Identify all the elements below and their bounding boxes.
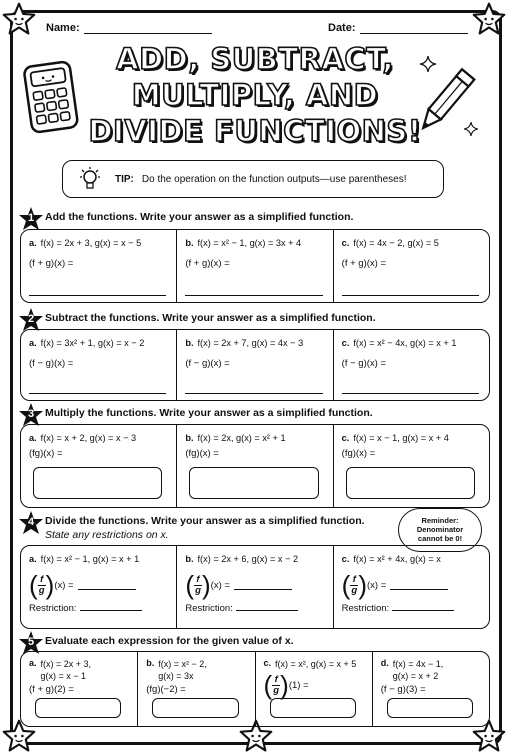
section-4-problems (20, 545, 490, 629)
date-field[interactable]: Date: (328, 22, 468, 34)
title-line-1: ADD, SUBTRACT, (116, 42, 394, 76)
lightbulb-icon (77, 166, 103, 192)
sparkle-icon (420, 56, 436, 72)
answer-line[interactable] (29, 393, 166, 394)
sparkle-icon (464, 122, 478, 136)
star-icon (2, 2, 36, 36)
problem-cell: c. f(x) = x², g(x) = x + 5 ( $\frac{f}{g}$ ) (1) = (256, 652, 373, 726)
restriction-line[interactable] (392, 602, 454, 611)
answer-box[interactable] (33, 467, 162, 499)
problem-cell: d. f(x) = 4x − 1, g(x) = x + 2 (f − g)(3) = (373, 652, 489, 726)
section-number-badge: 5 (18, 630, 44, 656)
answer-box[interactable] (189, 467, 318, 499)
answer-box[interactable] (387, 698, 473, 718)
answer-line[interactable] (78, 581, 136, 590)
section-number-badge: 3 (18, 402, 44, 428)
tip-box (62, 160, 444, 198)
name-field[interactable]: Name: (46, 22, 212, 34)
tip-text: Do the operation on the function outputs—use parentheses! (141, 173, 407, 185)
restriction-line[interactable] (236, 602, 298, 611)
title-line-3: DIVIDE FUNCTIONS! (88, 114, 422, 148)
section-subheading: State any restrictions on x. (45, 529, 169, 541)
section-heading: Add the functions. Write your answer as a simplified function. (45, 211, 354, 223)
section-5-problems (20, 651, 490, 727)
answer-box[interactable] (152, 698, 238, 718)
section-heading: Multiply the functions. Write your answer as a simplified function. (45, 407, 373, 419)
reminder-bubble: Reminder: Denominator cannot be 0! (398, 508, 482, 552)
answer-line[interactable] (185, 393, 322, 394)
answer-line[interactable] (29, 295, 166, 296)
section-number-badge: 1 (18, 206, 44, 232)
problem-cell: c. f(x) = x² + 4x, g(x) = x ( $\frac{f}{g}$ ) (x) = Restriction: (334, 546, 489, 628)
answer-box[interactable] (346, 467, 475, 499)
fraction-f-over-g: $\frac{f}{g}$ (351, 573, 358, 596)
problem-cell: a. f(x) = 2x + 3, g(x) = x − 1 (f + g)(2) = (21, 652, 138, 726)
problem-cell: a. f(x) = x² − 1, g(x) = x + 1 ( $\frac{f}{g}$ ) (x) = Restriction: (21, 546, 177, 628)
restriction-line[interactable] (80, 602, 142, 611)
problem-cell: c. f(x) = x² − 4x, g(x) = x + 1 (f − g)(x) = (334, 330, 489, 400)
problem-cell: c. f(x) = 4x − 2, g(x) = 5 (f + g)(x) = (334, 230, 489, 302)
section-heading: Evaluate each expression for the given value of x. (45, 635, 294, 647)
problem-cell: b. f(x) = 2x + 7, g(x) = 4x − 3 (f − g)(x) = (177, 330, 333, 400)
problem-cell: b. f(x) = 2x + 6, g(x) = x − 2 ( $\frac{f}{g}$ ) (x) = Restriction: (177, 546, 333, 628)
problem-cell: a. f(x) = 2x + 3, g(x) = x − 5 (f + g)(x) = (21, 230, 177, 302)
section-number-badge: 2 (18, 307, 44, 333)
tip-label: TIP: (115, 173, 134, 185)
problem-cell: a. f(x) = x + 2, g(x) = x − 3 (fg)(x) = (21, 425, 177, 507)
problem-cell: a. f(x) = 3x² + 1, g(x) = x − 2 (f − g)(x) = (21, 330, 177, 400)
answer-box[interactable] (270, 698, 356, 718)
calculator-icon (22, 60, 80, 136)
section-2-problems (20, 329, 490, 401)
answer-line[interactable] (342, 295, 479, 296)
problem-cell: b. f(x) = x² − 2, g(x) = 3x (fg)(−2) = (138, 652, 255, 726)
star-icon (472, 2, 506, 36)
problem-cell: c. f(x) = x − 1, g(x) = x + 4 (fg)(x) = (334, 425, 489, 507)
answer-line[interactable] (342, 393, 479, 394)
section-heading: Divide the functions. Write your answer as a simplified function. State any restrictions on x. (45, 515, 365, 541)
fraction-f-over-g: $\frac{f}{g}$ (195, 573, 201, 596)
problem-cell: b. f(x) = x² − 1, g(x) = 3x + 4 (f + g)(x) = (177, 230, 333, 302)
answer-line[interactable] (185, 295, 322, 296)
answer-line[interactable] (390, 581, 448, 590)
section-number-badge: 4 (18, 510, 44, 536)
answer-line[interactable] (234, 581, 292, 590)
answer-box[interactable] (35, 698, 121, 718)
problem-cell: b. f(x) = 2x, g(x) = x² + 1 (fg)(x) = (177, 425, 333, 507)
section-3-problems (20, 424, 490, 508)
section-heading: Subtract the functions. Write your answer as a simplified function. (45, 312, 376, 324)
section-1-problems (20, 229, 490, 303)
fraction-f-over-g: $\frac{f}{g}$ (38, 573, 45, 596)
fraction-f-over-g: $\frac{f}{g}$ (273, 673, 280, 696)
title-line-2: MULTIPLY, AND (131, 78, 379, 112)
